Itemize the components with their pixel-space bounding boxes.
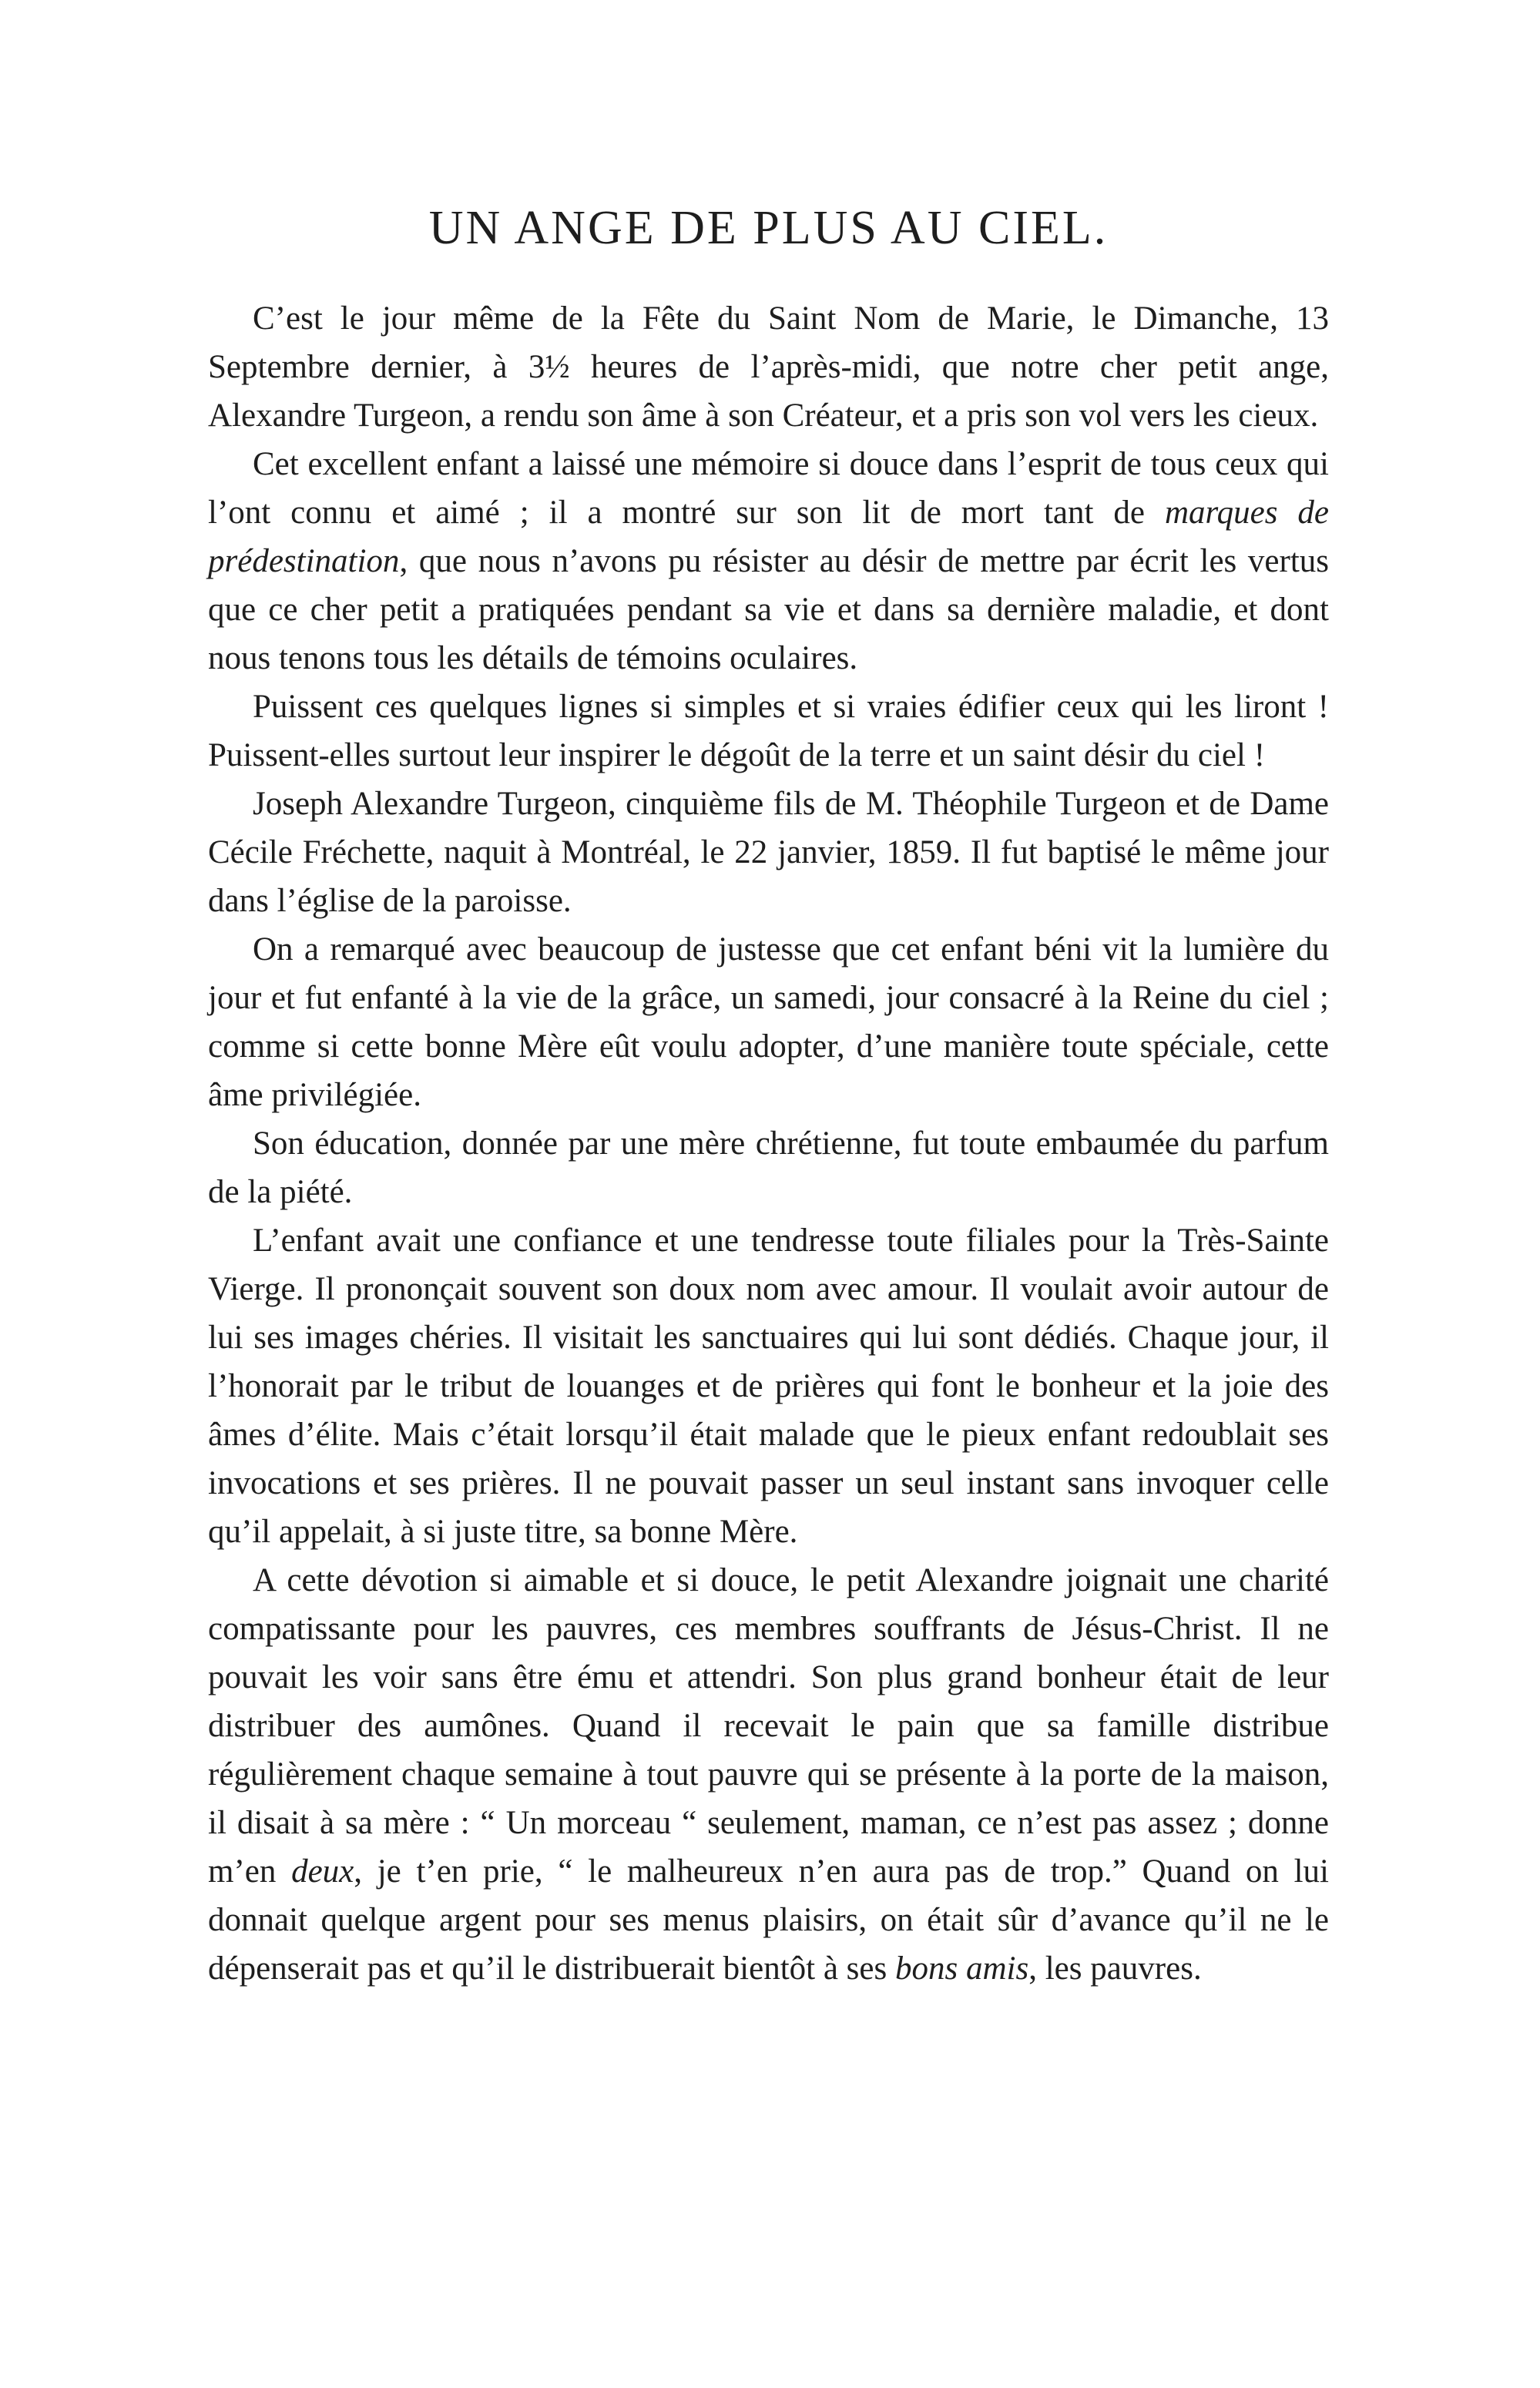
paragraph-4 xyxy=(208,780,1329,925)
page-body xyxy=(208,202,1329,1993)
paragraph-2 xyxy=(208,440,1329,683)
paragraph-text: , les pauvres. xyxy=(1028,1950,1202,1987)
paragraph-8 xyxy=(208,1556,1329,1993)
paragraph-text: Puissent ces quelques lignes si simples et si vraies édifier ceux qui les liront ! Puissent-elles surtout leur inspirer le dégoût de la terre et un saint désir du ciel ! xyxy=(208,689,1329,774)
italic-phrase-predestination: marques de prédestination xyxy=(208,495,1329,580)
paragraph-text: On a remarqué avec beaucoup de justesse que cet enfant béni vit la lumière du jour et fut enfanté à la vie de la grâce, un samedi, jour consacré à la Reine du ciel ; comme si cette bonne Mère eût voulu adopter, d’une manière toute spéciale, cette âme privilégiée. xyxy=(208,931,1329,1114)
paragraph-7 xyxy=(208,1216,1329,1556)
italic-word-deux: deux xyxy=(291,1853,354,1890)
paragraph-3 xyxy=(208,683,1329,780)
paragraph-text: A cette dévotion si aimable et si douce, le petit Alexandre joignait une charité compatissante pour les pauvres, ces membres souffrants de Jésus-Christ. Il ne pouvait les voir sans être ému et attendri. Son plus grand bonheur était de leur distribuer des aumônes. Quand il recevait le pain que sa famille distribue régulièrement chaque semaine à tout pauvre qui se présente à la porte de la maison, il disait à sa mère : “ Un morceau “ seulement, maman, ce n’est pas assez ; donne m’en xyxy=(208,1562,1329,1890)
paragraph-5 xyxy=(208,925,1329,1119)
paragraph-text: , que nous n’avons pu résister au désir de mettre par écrit les vertus que ce cher petit a pratiquées pendant sa vie et dans sa dernière maladie, et dont nous tenons tous les détails de témoins oculaires. xyxy=(208,543,1329,677)
paragraph-6 xyxy=(208,1119,1329,1216)
paragraph-text: , je t’en prie, “ le malheureux n’en aura pas de trop.” Quand on lui donnait quelque argent pour ses menus plaisirs, on était sûr d’avance qu’il ne le dépenserait pas et qu’il le distribuerait bientôt à ses xyxy=(208,1853,1329,1987)
paragraph-text: Son éducation, donnée par une mère chrétienne, fut toute embaumée du parfum de la piété. xyxy=(208,1125,1329,1211)
paragraph-text: Cet excellent enfant a laissé une mémoire si douce dans l’esprit de tous ceux qui l’ont connu et aimé ; il a montré sur son lit de mort tant de xyxy=(208,446,1329,532)
paragraph-text: L’enfant avait une confiance et une tendresse toute filiales pour la Très-Sainte Vierge. Il prononçait souvent son doux nom avec amour. Il voulait avoir autour de lui ses images chéries. Il visitait les sanctuaires qui lui sont dédiés. Chaque jour, il l’honorait par le tribut de louanges et de prières qui font le bonheur et la joie des âmes d’élite. Mais c’était lorsqu’il était malade que le pieux enfant redoublait ses invocations et ses prières. Il ne pouvait passer un seul instant sans invoquer celle qu’il appelait, à si juste titre, sa bonne Mère. xyxy=(208,1223,1329,1551)
paragraph-1 xyxy=(208,294,1329,440)
paragraph-text: Joseph Alexandre Turgeon, cinquième fils de M. Théophile Turgeon et de Dame Cécile Fréchette, naquit à Montréal, le 22 janvier, 1859. Il fut baptisé le même jour dans l’église de la paroisse. xyxy=(208,786,1329,920)
page-title: UN ANGE DE PLUS AU CIEL. xyxy=(428,202,1109,254)
italic-phrase-bons-amis: bons amis xyxy=(894,1950,1029,1987)
paragraph-text: C’est le jour même de la Fête du Saint Nom de Marie, le Dimanche, 13 Septembre dernier, à 3½ heures de l’après-midi, que notre cher petit ange, Alexandre Turgeon, a rendu son âme à son Créateur, et a pris son vol vers les cieux. xyxy=(208,300,1329,434)
